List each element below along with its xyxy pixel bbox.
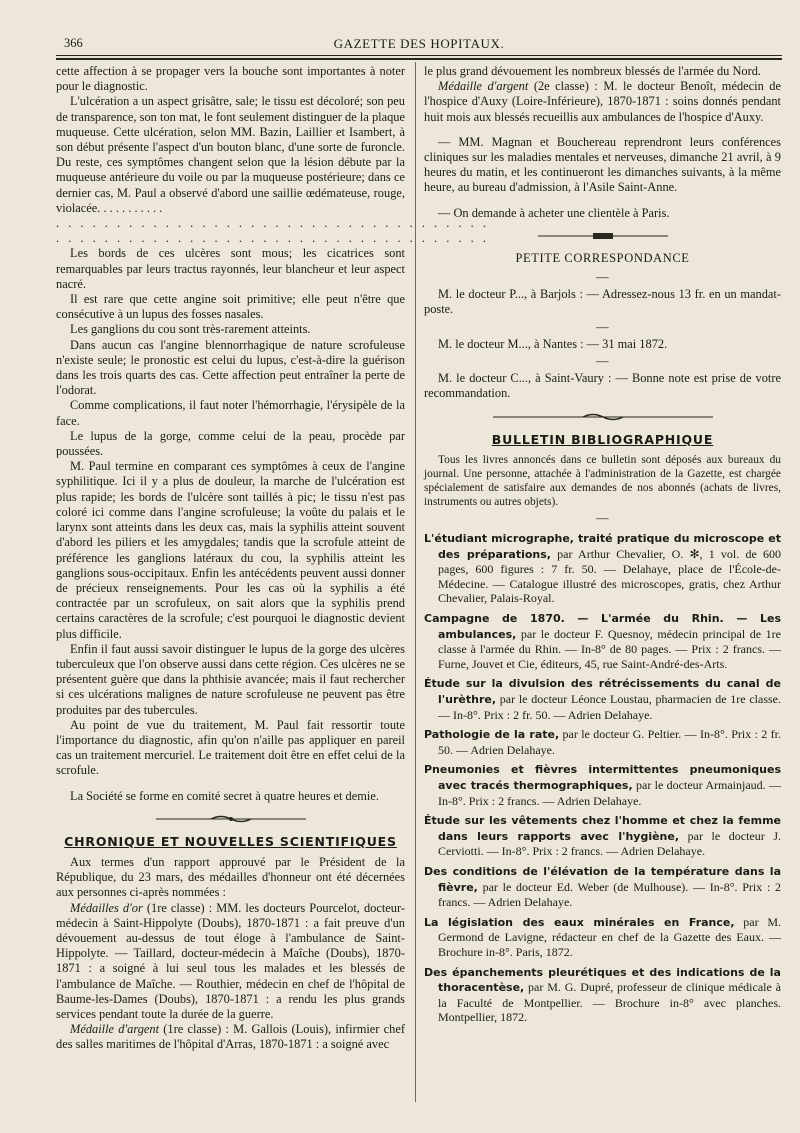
section-heading: PETITE CORRESPONDANCE [515,250,690,265]
paragraph [424,79,781,125]
paragraph [56,901,405,1023]
entry-text: par M. G. Dupré, professeur de clinique médicale à la Faculté de Montpellier. — Brochure in-8° avec planches. Montpellier, 1872. [438,980,781,1025]
ellipsis-line: . . . . . . . . . . . . . . . . . . . . . . . . . . . . . . . . . . . . [56,231,489,246]
paragraph: Le lupus de la gorge, comme celui de la peau, procède par poussées. [56,428,405,459]
entry-text: par Arthur Chevalier, O. ✻, 1 vol. de 600 pages, 600 figures : 7 fr. 50. — Delahaye, place de l'École-de-Médecine. — Catalogue illustré des microscopes, gratis, chez Arthur Chevalier, Palais-Royal. [438,546,781,606]
ornament-divider [156,814,306,824]
paragraph: le plus grand dévouement les nombreux blessés de l'armée du Nord. [424,64,762,78]
entry-title: La législation des eaux minérales en France, [424,915,735,929]
entry-title: Des conditions de l'élévation de la température dans la fièvre, [424,864,781,894]
entry-title: Pathologie de la rate, [424,728,560,742]
bibliography-entry [424,864,781,910]
dash-separator: — [596,354,609,369]
correspondence-item: M. le docteur P..., à Barjols : — Adressez-nous 13 fr. en un mandat-poste. [424,287,781,317]
bibliography-entry [424,727,781,757]
bibliography-entry [424,676,781,722]
bulletin-intro: Tous les livres annoncés dans ce bulletin sont déposés aux bureaux du journal. Une personne, attachée à l'administration de la Gazette, est chargée spécialement de satisfaire aux demandes de nos abonnés (achats de livres, instruments ou autres objets). [424,453,781,508]
medal-label: Médaille d'argent [70,1022,160,1037]
paragraph: Il est rare que cette angine soit primitive; elle peut n'être que consécutive à un lupus des fosses nasales. [56,292,405,322]
entry-text: par le docteur F. Quesnoy, médecin principal de 1re classe à l'armée du Rhin. — In-8° de 80 pages. — Prix : 2 francs. — Furne, Jouvet et Cie, éditeurs, 45, rue Saint-André-des-Arts. [438,626,781,671]
entry-text: par le docteur G. Peltier. — In-8°. Prix : 2 fr. 50. — Adrien Delahaye. [438,727,781,757]
entry-title: Des épanchements pleurétiques et des indications de la thoracentèse, [424,965,781,995]
paragraph-text: (2e classe) : M. le docteur Benoît, médecin de l'hospice d'Auxy (Loire-Inférieure), 1870-1871 : soins donnés pendant huit mois aux blessés recueillis aux ambulances de l'hospice d'Auxy. [424,79,781,124]
paragraph: Dans aucun cas l'angine blennorrhagique de nature scrofuleuse n'existe seule; le pronostic est celui du lupus, c'est-à-dire la guérison dans les trois quarts des cas. Cette affection peut entraîner la perte de l'odorat. [56,337,405,398]
medal-label: Médailles d'or [70,900,143,915]
dash-separator: — [596,270,609,285]
bibliography-entry [424,531,781,606]
bibliography-entry [424,965,781,1025]
paragraph-text: (1re classe) : MM. les docteurs Pourcelot, docteur-médecin à Saint-Hippolyte (Doubs), 1870-1871 : a fait preuve d'un dévouement au-dessus de tout éloge à l'ambulance de Saint-Hippolyte. — Taillard, docteur-médecin à Maîche (Doubs), 1870-1871 : a soigné à lui seul tous les malades et les blessés de l'ambulance de Maîche. — Routhier, médecin en chef de l'hôpital de Baume-les-Dames (Doubs), 1870-1871 : a rendu les plus grands services pendant toute la durée de la guerre. [56,900,406,1021]
header-rule-thick [56,58,782,60]
entry-title: Campagne de 1870. — L'armée du Rhin. — Les ambulances, [424,612,781,641]
paragraph: — MM. Magnan et Bouchereau reprendront leurs conférences cliniques sur les maladies mentales et nerveuses, dimanche 21 avril, à 9 heures du matin, et les continueront les dimanches suivants, à la même heure, au bureau d'admission, à l'Asile Saint-Anne. [424,134,781,195]
paragraph: Les bords de ces ulcères sont mous; les cicatrices sont remarquables par leurs tractus rayonnés, leur blancheur et leur aspect nacré. [56,246,405,291]
paragraph: cette affection à se propager vers la bouche sont importantes à noter pour le diagnostic. [56,64,405,94]
entry-title: Étude sur les vêtements chez l'homme et chez la femme dans leurs rapports avec l'hygiène, [424,814,781,843]
entry-text: par le docteur J. Cerviotti. — In-8°. Prix : 2 francs. — Adrien Delahaye. [438,828,781,859]
dash-separator: — [596,319,609,334]
entry-title: Pneumonies et fièvres intermittentes pneumoniques avec tracés thermographiques, [424,763,781,792]
header-rule [56,55,782,56]
dash-separator: — [596,510,609,525]
journal-title: GAZETTE DES HOPITAUX. [333,36,505,51]
entry-text: par M. Germond de Lavigne, rédacteur en chef de la Gazette des Eaux. — Brochure in-8°. Paris, 1872. [438,914,781,959]
page-number: 366 [64,36,83,50]
paragraph-text: (1re classe) : M. Gallois (Louis), infirmier chef des salles maritimes de l'hôpital d'Arras, 1870-1871 : a soigné avec [56,1022,405,1052]
page-header [56,36,782,54]
ornament-divider [538,231,668,241]
bibliography-entry [424,611,781,671]
paragraph: La Société se forme en comité secret à quatre heures et demie. [70,788,379,803]
paragraph: Au point de vue du traitement, M. Paul fait ressortir toute l'importance du diagnostic, afin qu'on n'aille pas appliquer en pareil cas un traitement mercuriel. Le traitement doit être en effet celui de la scrofule. [56,717,405,778]
paragraph: Les ganglions du cou sont très-rarement atteints. [70,322,311,337]
entry-text: par le docteur Armainjaud. — In-8°. Prix : 2 francs. — Adrien Delahaye. [438,777,782,808]
right-column [424,64,781,1025]
paragraph [56,1022,405,1052]
correspondence-item: M. le docteur M..., à Nantes : — 31 mai 1872. [438,336,668,351]
left-column [56,64,489,1053]
correspondence-item: M. le docteur C..., à Saint-Vaury : — Bonne note est prise de votre recommandation. [424,371,781,401]
medal-label: Médaille d'argent [438,79,529,94]
paragraph: Aux termes d'un rapport approuvé par le Président de la République, du 23 mars, des médailles d'honneur ont été décernées aux personnes ci-après nommées : [56,854,405,900]
bibliography-entry [424,915,781,960]
entry-text: par le docteur Ed. Weber (de Mulhouse). — In-8°. Prix : 2 francs. — Adrien Delahaye. [438,879,781,910]
paragraph: L'ulcération a un aspect grisâtre, sale; le tissu est décoloré; son peu de transparence, son ton mat, le font seulement distinguer de la plaque muqueuse. Cette ulcération, selon MM. Bazin, Laillier et Isambert, à son début présente l'aspect d'un bouton blanc, d'une sorte de furoncle. Du reste, ces symptômes changent selon que la lésion débute par la muqueuse antérieure du voile ou par la muqueuse postérieure; dans ce dernier cas, M. Paul a observé d'abord une saillie œdémateuse, rouge, violacée. . . . . . . . . . . [56,94,405,215]
bibliography-entry [424,762,781,808]
bibliography-entry [424,813,781,859]
section-heading: CHRONIQUE ET NOUVELLES SCIENTIFIQUES [64,833,397,849]
paragraph: Enfin il faut aussi savoir distinguer le lupus de la gorge des ulcères tuberculeux que l'on observe aussi dans cette région. Ces ulcères ne se présentent guère que dans la phthisie avancée; mais il faut rechercher si ces ulcérations malignes de nature scrofuleuse ne peuvent pas être produites par des tubercules. [56,641,405,717]
entry-title: L'étudiant micrographe, traité pratique du microscope et des préparations, [424,532,781,561]
ornament-divider [493,412,713,422]
entry-text: par le docteur Léonce Loustau, pharmacien de 1re classe. — In-8°. Prix : 2 fr. 50. — Adrien Delahaye. [438,692,781,722]
section-heading: BULLETIN BIBLIOGRAPHIQUE [491,431,714,447]
entry-title: Étude sur la divulsion des rétrécissements du canal de l'urèthre, [424,677,781,706]
ellipsis-line: . . . . . . . . . . . . . . . . . . . . . . . . . . . . . . . . . . . . [56,216,489,231]
paragraph: Comme complications, il faut noter l'hémorrhagie, l'érysipèle de la face. [56,398,405,428]
paragraph: — On demande à acheter une clientèle à Paris. [438,205,670,220]
paragraph: M. Paul termine en comparant ces symptômes à ceux de l'angine syphilitique. Ici il y a plus de douleur, la marche de l'ulcération est plus rapide; les bords de l'ulcère sont taillés à pic; le tissu n'est pas coloré ici comme dans l'angine scrofuleuse; la voûte du palais et le larynx sont atteints dans les deux cas, mais la syphilis atteint souvent d'abord les piliers et les amygdales; tandis que la scrofule atteint de préférence les ganglions latéraux du cou, la syphilis atteint les ganglions sous-occipitaux. Enfin les antécédents peuvent aussi donner de précieux renseignements. Pour les cas où la syphilis a été contractée par un scrofuleux, on sait alors que la syphilis prend certains caractères de la scrofule; c'est pourquoi le diagnostic devient plus difficile. [56,459,405,641]
